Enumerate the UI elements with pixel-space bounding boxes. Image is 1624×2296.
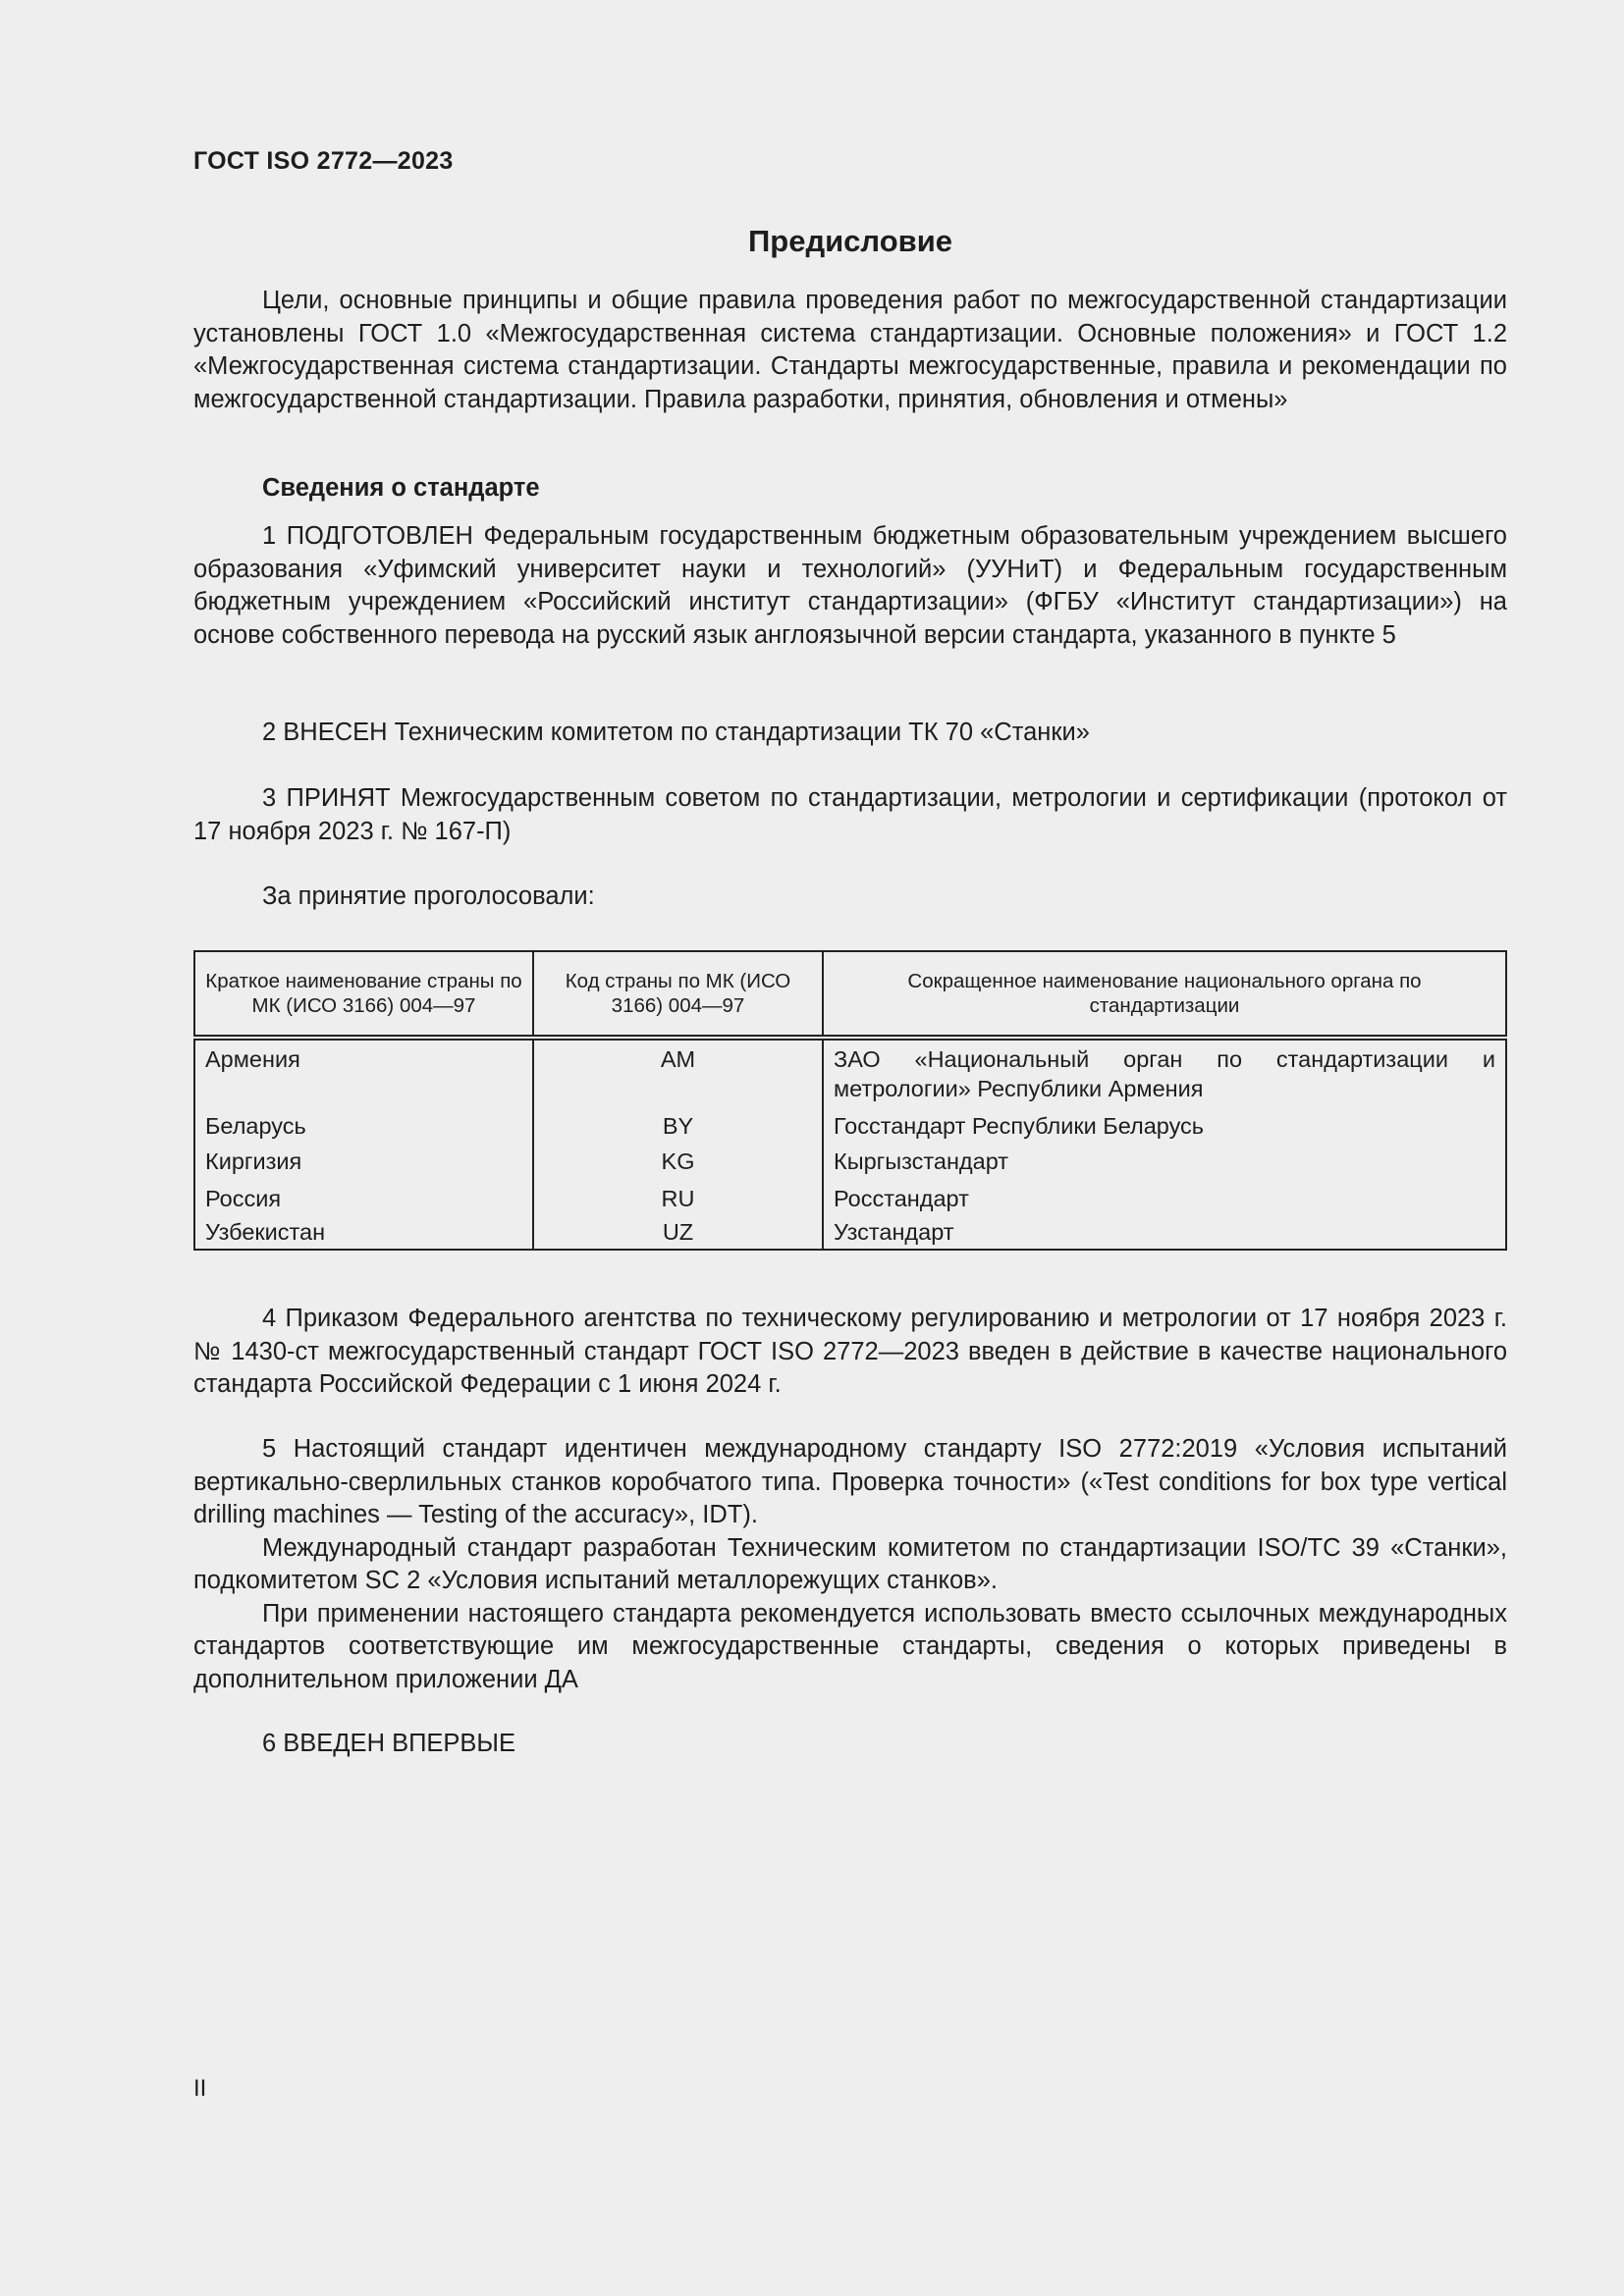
votes-intro-block	[193, 881, 1507, 914]
item5-block	[193, 1433, 1507, 1696]
table-row	[194, 1141, 1506, 1176]
item2-block	[193, 717, 1507, 750]
cell-body: Росстандарт	[823, 1176, 1506, 1213]
cell-country: Узбекистан	[194, 1213, 533, 1250]
item3-block	[193, 782, 1507, 848]
table-header-row	[194, 951, 1506, 1038]
table-header-code: Код страны по МК (ИСО 3166) 004—97	[533, 951, 823, 1038]
cell-body: Госстандарт Республики Беларусь	[823, 1103, 1506, 1141]
document-header: ГОСТ ISO 2772—2023	[193, 147, 454, 175]
cell-code: RU	[533, 1176, 823, 1213]
cell-body: ЗАО «Национальный орган по стандартизации и метрологии» Республики Армения	[823, 1038, 1506, 1103]
cell-body: Кыргызстандарт	[823, 1141, 1506, 1176]
table-header-body: Сокращенное наименование национального органа по стандартизации	[823, 951, 1506, 1038]
item-6-paragraph: 6 ВВЕДЕН ВПЕРВЫЕ	[262, 1730, 516, 1757]
table-row	[194, 1213, 1506, 1250]
item-5-paragraph: 5 Настоящий стандарт идентичен международному стандарту ISO 2772:2019 «Условия испытаний вертикально-сверлильных станков коробчатого типа. Проверка точности» («Test conditions for box type vertical drilling machines — Testing of the accuracy», IDT).	[193, 1435, 1507, 1528]
votes-intro: За принятие проголосовали:	[262, 882, 595, 910]
voting-table	[193, 950, 1507, 1251]
intro-paragraph: Цели, основные принципы и общие правила проведения работ по межгосударственной стандартизации установлены ГОСТ 1.0 «Межгосударственная система стандартизации. Основные положения» и ГОСТ 1.2 «Межгосударственная система стандартизации. Стандарты межгосударственные, правила и рекомендации по межгосударственной стандартизации. Правила разработки, принятия, обновления и отмены»	[193, 287, 1507, 413]
cell-country: Армения	[194, 1038, 533, 1103]
item4-block	[193, 1303, 1507, 1402]
intro-block	[193, 285, 1507, 416]
item-1-paragraph: 1 ПОДГОТОВЛЕН Федеральным государственным бюджетным образовательным учреждением высшего образования «Уфимский университет науки и технологий» (УУНиТ) и Федеральным государственным бюджетным учреждением «Российский институт стандартизации» (ФГБУ «Институт стандартизации») на основе собственного перевода на русский язык англоязычной версии стандарта, указанного в пункте 5	[193, 522, 1507, 649]
cell-code: UZ	[533, 1213, 823, 1250]
cell-country: Киргизия	[194, 1141, 533, 1176]
subheading-block	[193, 472, 1507, 506]
cell-code: KG	[533, 1141, 823, 1176]
cell-country: Беларусь	[194, 1103, 533, 1141]
table-header-country: Краткое наименование страны по МК (ИСО 3166) 004—97	[194, 951, 533, 1038]
cell-code: AM	[533, 1038, 823, 1103]
item-4-paragraph: 4 Приказом Федерального агентства по техническому регулированию и метрологии от 17 ноября 2023 г. № 1430-ст межгосударственный стандарт ГОСТ ISO 2772—2023 введен в действие в качестве национального стандарта Российской Федерации с 1 июня 2024 г.	[193, 1305, 1507, 1398]
item-3-paragraph: 3 ПРИНЯТ Межгосударственным советом по стандартизации, метрологии и сертификации (протокол от 17 ноября 2023 г. № 167-П)	[193, 784, 1507, 845]
table-row	[194, 1038, 1506, 1103]
page-number: II	[193, 2075, 207, 2102]
table-row	[194, 1176, 1506, 1213]
table-row	[194, 1103, 1506, 1141]
item6-block	[193, 1728, 1507, 1761]
page-title: Предисловие	[747, 224, 952, 258]
section-subheading: Сведения о стандарте	[262, 474, 540, 502]
item-5-paragraph-2: Международный стандарт разработан Техническим комитетом по стандартизации ISO/TC 39 «Станки», подкомитетом SC 2 «Условия испытаний металлорежущих станков».	[193, 1533, 1507, 1594]
cell-body: Узстандарт	[823, 1213, 1506, 1250]
item-5-paragraph-3: При применении настоящего стандарта рекомендуется использовать вместо ссылочных международных стандартов соответствующие им межгосударственные стандарты, сведения о которых приведены в дополнительном приложении ДА	[193, 1599, 1507, 1693]
cell-country: Россия	[194, 1176, 533, 1213]
cell-code: BY	[533, 1103, 823, 1141]
item-2-paragraph: 2 ВНЕСЕН Техническим комитетом по стандартизации ТК 70 «Станки»	[262, 719, 1090, 746]
item1-block	[193, 520, 1507, 652]
